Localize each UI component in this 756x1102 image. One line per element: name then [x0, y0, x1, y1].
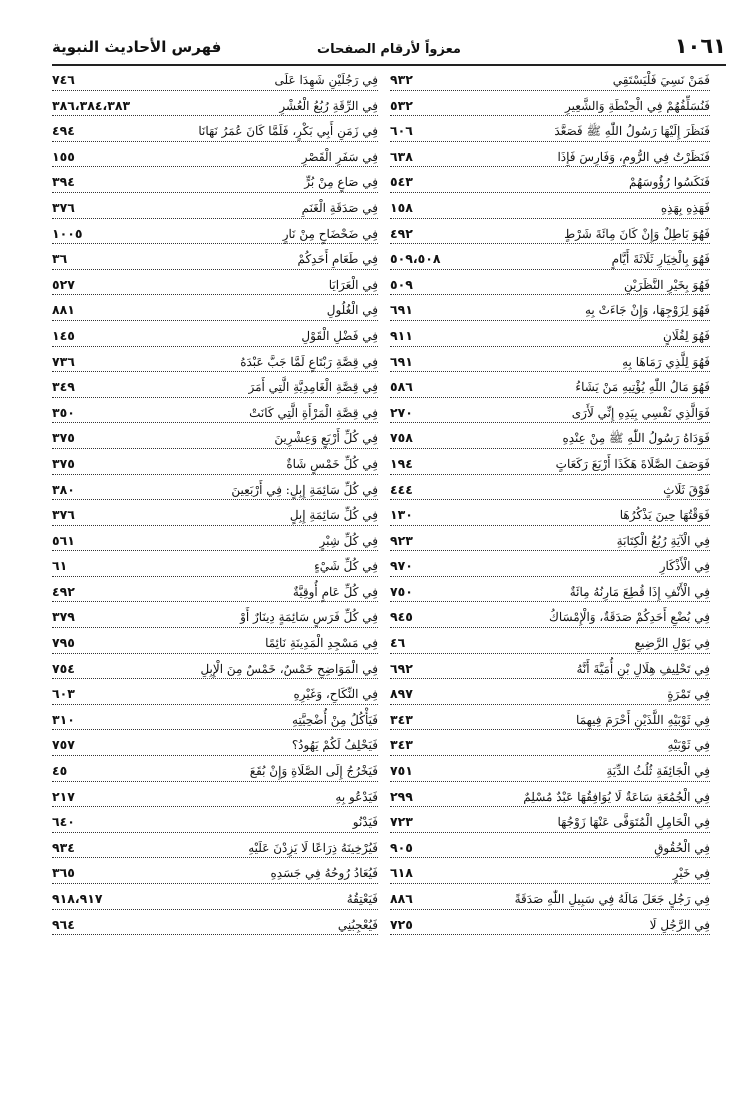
hadith-text: فَوَالَّذِي نَفْسِي بِيَدِهِ إِنِّي لَأَرَى	[571, 405, 710, 420]
index-entry	[52, 405, 378, 431]
hadith-text: فِي رَجُلَيْنِ شَهِدَا عَلَى	[274, 73, 378, 87]
index-entry	[390, 661, 710, 687]
index-entry	[52, 840, 378, 866]
hadith-text: فِي بُضْعِ أَحَدِكُمْ صَدَقَةٌ، وَالْإِمْسَاكُ	[548, 610, 710, 625]
index-entry	[390, 763, 710, 789]
leader-dots	[390, 576, 710, 577]
leader-dots	[390, 832, 710, 833]
page-reference: ٤٩٤	[52, 123, 75, 139]
index-entry	[52, 635, 378, 661]
right-column	[390, 72, 710, 942]
index-entry	[52, 430, 378, 456]
page-reference: ٩٦٤	[52, 916, 75, 932]
index-entry	[390, 226, 710, 252]
leader-dots	[390, 550, 710, 551]
hadith-text: فِي الْأَنْفِ إِذَا قُطِعَ مَارِنُهُ مِائَةٌ	[569, 584, 710, 599]
hadith-text: فِي خَيْرٍ	[672, 866, 710, 881]
leader-dots	[390, 729, 710, 730]
page-reference: ٦١	[52, 558, 68, 574]
leader-dots	[52, 729, 378, 730]
page-reference: ٣٨٦،٣٨٤،٣٨٣	[52, 97, 131, 113]
hadith-text: فَهُوَ بِالْخِيَارِ ثَلَاثَةَ أَيَّامٍ	[611, 252, 710, 267]
hadith-text: فِي الْجَائِفَةِ ثُلُثُ الدِّيَةِ	[606, 764, 710, 779]
hadith-text: فِي كُلِّ شِبْرٍ	[319, 533, 378, 548]
index-entry	[390, 200, 710, 226]
page-reference: ٦٩٢	[390, 660, 413, 676]
index-entry	[390, 737, 710, 763]
page-reference: ٩٣٤	[52, 839, 75, 855]
hadith-text: فَهُوَ بِخَيْرِ النَّظَرَيْنِ	[624, 277, 710, 292]
hadith-text: فَنَظَرَ إِلَيْهَا رَسُولُ اللّٰهِ ﷺ فَصَعَّدَ	[552, 124, 710, 141]
hadith-text: فِي الْجُمُعَةِ سَاعَةٌ لَا يُوَافِقُهَا عَبْدٌ مُسْلِمٌ	[523, 789, 710, 804]
page-reference: ٧٥١	[390, 763, 413, 779]
hadith-text: فَهُوَ مَالُ اللّٰهِ يُؤْتِيهِ مَنْ يَشَاءُ	[575, 380, 710, 395]
leader-dots	[52, 166, 378, 167]
page-reference: ٣٦	[52, 251, 68, 267]
leader-dots	[390, 909, 710, 910]
hadith-text: فِي النِّكَاحِ، وَغَيْرِهِ	[293, 687, 378, 702]
page-reference: ٥٠٩	[390, 276, 413, 292]
leader-dots	[52, 550, 378, 551]
index-entry	[390, 72, 710, 98]
leader-dots	[390, 320, 710, 321]
index-entry	[52, 865, 378, 891]
leader-dots	[52, 294, 378, 295]
leader-dots	[52, 346, 378, 347]
index-entry	[52, 584, 378, 610]
hadith-text: فِي رَجُلٍ جَعَلَ مَالَهُ فِي سَبِيلِ اللّٰهِ صَدَقَةً	[514, 892, 710, 906]
leader-dots	[52, 909, 378, 910]
index-entry	[52, 712, 378, 738]
index-entry	[52, 328, 378, 354]
index-entry	[52, 302, 378, 328]
hadith-text: فَوَقْتُهَا حِينَ يَذْكُرُهَا	[619, 508, 710, 523]
page-reference: ٧٤٦	[52, 72, 75, 87]
leader-dots	[390, 653, 710, 654]
page-reference: ١٣٠	[390, 507, 413, 523]
leader-dots	[390, 627, 710, 628]
page-reference: ٧٩٥	[52, 635, 75, 651]
leader-dots	[52, 781, 378, 782]
hadith-text: فِي الْعَرَايَا	[328, 277, 378, 292]
page-reference: ٥٤٣	[390, 174, 413, 190]
hadith-text: فَوَدَاهُ رَسُولُ اللّٰهِ ﷺ مِنْ عِنْدِهِ	[560, 431, 710, 448]
hadith-text: فَهَذِهِ بِهَذِهِ	[660, 200, 710, 215]
leader-dots	[52, 474, 378, 475]
page-reference: ٣٤٩	[52, 379, 75, 395]
hadith-text: فَيَحْلِفُ لَكُمْ يَهُودُ؟	[291, 738, 378, 753]
index-entry	[52, 72, 378, 98]
index-entry	[52, 123, 378, 149]
index-entry	[390, 712, 710, 738]
leader-dots	[52, 141, 378, 142]
hadith-text: فَيَعْتِقُهُ	[346, 892, 378, 906]
hadith-text: فَوْقَ ثَلَاثٍ	[663, 482, 710, 497]
page-reference: ٥٨٦	[390, 379, 413, 395]
index-entry	[52, 251, 378, 277]
page-reference: ٧٣٦	[52, 353, 75, 369]
index-entry	[390, 558, 710, 584]
leader-dots	[52, 422, 378, 423]
index-entry	[52, 917, 378, 943]
leader-dots	[52, 269, 378, 270]
page-reference: ٣٨٠	[52, 481, 75, 497]
page-reference: ٧٢٥	[390, 916, 413, 932]
index-entry	[390, 917, 710, 943]
index-entry	[390, 814, 710, 840]
hadith-text: فَهُوَ لِفُلَانٍ	[663, 328, 710, 343]
leader-dots	[52, 601, 378, 602]
index-entry	[390, 789, 710, 815]
page-reference: ٤٩٢	[52, 583, 75, 599]
hadith-text: فِي ضَحْضَاحٍ مِنْ نَارٍ	[282, 226, 378, 241]
index-entry	[390, 507, 710, 533]
page-number: ١٠٦١	[674, 34, 726, 58]
page-reference: ٤٦	[390, 635, 406, 651]
page-reference: ٤٤٤	[390, 481, 413, 497]
hadith-text: فِي مَسْجِدِ الْمَدِينَةِ نَائِمًا	[265, 636, 378, 651]
hadith-text: فِي الْمَوَاضِحِ خَمْسٌ، خَمْسٌ مِنَ الْإِبِلِ	[200, 661, 378, 676]
leader-dots	[52, 192, 378, 193]
hadith-text: فِي الرِّقَةِ رُبُعُ الْعُشْرِ	[279, 98, 378, 113]
page-reference: ١٠٠٥	[52, 225, 83, 241]
page-reference: ٣٧٩	[52, 609, 75, 625]
page-reference: ٧٢٣	[390, 814, 413, 830]
hadith-text: فِي ثَوْبَيْهِ	[667, 738, 710, 753]
page-reference: ٦٤٠	[52, 814, 75, 830]
index-entry	[52, 354, 378, 380]
leader-dots	[52, 704, 378, 705]
page-reference: ١٤٥	[52, 327, 75, 343]
page-reference: ٣٧٦	[52, 507, 75, 523]
page-reference: ٣٦٥	[52, 865, 75, 881]
leader-dots	[52, 115, 378, 116]
index-entry	[52, 558, 378, 584]
index-entry	[52, 456, 378, 482]
index-entry	[390, 98, 710, 124]
page-header	[52, 34, 726, 66]
page-reference: ٣٧٥	[52, 455, 75, 471]
hadith-text: فِي فَضْلِ الْقَوْلِ	[301, 328, 378, 343]
index-entry	[52, 482, 378, 508]
page-reference: ٣٩٤	[52, 174, 75, 190]
index-entry	[52, 507, 378, 533]
page-reference: ٦٠٦	[390, 123, 413, 139]
leader-dots	[390, 601, 710, 602]
leader-dots	[52, 243, 378, 244]
leader-dots	[390, 243, 710, 244]
leader-dots	[52, 857, 378, 858]
index-entry	[390, 328, 710, 354]
leader-dots	[52, 883, 378, 884]
leader-dots	[52, 576, 378, 577]
hadith-text: فِي قِصَّةِ رَبْتَاعٍ لَمَّا جَبَّ عَبْدَهُ	[240, 354, 378, 369]
page-reference: ٨٨١	[52, 302, 75, 318]
index-entry	[390, 533, 710, 559]
page-reference: ٩٢٣	[390, 532, 413, 548]
page-reference: ٧٥٠	[390, 583, 413, 599]
hadith-text: فِي صَدَقَةِ الْغَنَمِ	[301, 200, 378, 215]
leader-dots	[390, 422, 710, 423]
leader-dots	[52, 653, 378, 654]
page-reference: ٢٧٠	[390, 404, 413, 420]
page-reference: ٩٣٢	[390, 72, 413, 87]
leader-dots	[52, 218, 378, 219]
index-entry	[52, 661, 378, 687]
index-entry	[390, 430, 710, 456]
leader-dots	[390, 755, 710, 756]
leader-dots	[52, 320, 378, 321]
page-reference: ٣٤٣	[390, 737, 413, 753]
leader-dots	[390, 704, 710, 705]
leader-dots	[390, 192, 710, 193]
hadith-text: فِي ثَوْبَيْهِ اللَّذَيْنِ أَحْرَمَ فِيهِمَا	[576, 712, 710, 727]
index-entry	[390, 635, 710, 661]
page-reference: ٥٦١	[52, 532, 75, 548]
index-entry	[52, 277, 378, 303]
index-entry	[390, 456, 710, 482]
page-reference: ٢٩٩	[390, 788, 413, 804]
index-entry	[52, 686, 378, 712]
index-entry	[52, 379, 378, 405]
leader-dots	[390, 397, 710, 398]
page-reference: ٥٢٧	[52, 276, 75, 292]
page-reference: ٧٥٨	[390, 430, 413, 446]
index-entry	[52, 891, 378, 917]
leader-dots	[390, 294, 710, 295]
hadith-text: فَيُرْخِينَهُ ذِرَاعًا لَا يَزِدْنَ عَلَيْهِ	[248, 840, 378, 855]
page-reference: ٥٣٢	[390, 97, 413, 113]
page-title: فهرس الأحاديث النبوية	[52, 38, 222, 56]
page-reference: ٨٨٦	[390, 891, 413, 906]
hadith-text: فَيُعْجِبُنِي	[337, 917, 378, 932]
index-entry	[390, 251, 710, 277]
leader-dots	[52, 627, 378, 628]
page-reference: ٣١٠	[52, 711, 75, 727]
hadith-text: فِي الْآيَةِ رُبُعُ الْكِتَابَةِ	[616, 533, 710, 548]
index-entry	[52, 737, 378, 763]
page-reference: ٧٥٧	[52, 737, 75, 753]
hadith-text: فَيَخْرُجُ إِلَى الصَّلَاةِ وَإِنْ بُقَعَ	[249, 764, 378, 779]
index-entry	[390, 379, 710, 405]
leader-dots	[52, 90, 378, 91]
leader-dots	[390, 806, 710, 807]
hadith-text: فِي كُلِّ خَمْسٍ شَاةٌ	[286, 456, 378, 471]
index-entry	[390, 865, 710, 891]
page-reference: ١٩٤	[390, 455, 413, 471]
leader-dots	[52, 678, 378, 679]
hadith-text: فِي كُلِّ سَائِمَةِ إِبِلٍ	[289, 508, 378, 523]
page-reference: ١٥٨	[390, 199, 413, 215]
leader-dots	[390, 218, 710, 219]
index-entry	[52, 763, 378, 789]
hadith-text: فَيَدْعُو بِهِ	[335, 789, 378, 804]
page-reference: ٥٠٩،٥٠٨	[390, 251, 441, 267]
hadith-text: فِي كُلِّ شَيْءٍ	[314, 559, 378, 574]
hadith-text: فَهُوَ لِلَّذِي رَمَاهَا بِهِ	[622, 354, 710, 369]
leader-dots	[390, 346, 710, 347]
index-entry	[390, 609, 710, 635]
page-reference: ٦٩١	[390, 302, 413, 318]
hadith-text: فَمَنْ نَسِيَ فَلْيَسْتَقِي	[612, 73, 710, 87]
leader-dots	[52, 832, 378, 833]
page-reference: ٦١٨	[390, 865, 413, 881]
leader-dots	[390, 499, 710, 500]
hadith-text: فِي كُلِّ عَامٍ أُوقِيَّةٌ	[292, 584, 378, 599]
leader-dots	[390, 90, 710, 91]
leader-dots	[390, 883, 710, 884]
hadith-text: فِي الرَّجُلِ لَا	[649, 917, 710, 932]
hadith-text: فِي كُلِّ أَرْبَعٍ وَعِشْرِينَ	[274, 431, 378, 446]
hadith-text: فِي تَحْلِيفِ هِلَالِ بْنِ أُمَيَّةَ أَنَّهُ	[576, 661, 710, 676]
leader-dots	[390, 474, 710, 475]
leader-dots	[390, 115, 710, 116]
leader-dots	[390, 166, 710, 167]
hadith-text: فَهُوَ بَاطِلٌ وَإِنْ كَانَ مِائَةَ شَرْطٍ	[564, 226, 710, 241]
index-entry	[52, 149, 378, 175]
hadith-text: فَوَصَفَ الصَّلَاةَ هَكَذَا أَرْبَعَ رَكَعَاتٍ	[555, 456, 710, 471]
index-entry	[390, 302, 710, 328]
page-reference: ١٥٥	[52, 148, 75, 164]
hadith-text: فَنَظَرْتُ فِي الرُّومِ، وَفَارِسَ فَإِذَا	[557, 149, 710, 164]
hadith-text: فَيُعَادُ رُوحُهُ فِي جَسَدِهِ	[270, 866, 378, 881]
page-reference: ٨٩٧	[390, 686, 413, 702]
page-reference: ٦٠٣	[52, 686, 75, 702]
hadith-text: فِي كُلِّ فَرَسٍ سَائِمَةٍ دِينَارٌ أَوْ	[240, 610, 378, 625]
index-entry	[52, 98, 378, 124]
index-entry	[390, 277, 710, 303]
page-reference: ٩٧٠	[390, 558, 413, 574]
hadith-text: فِي صَاعٍ مِنْ بُرٍّ	[304, 175, 378, 190]
index-entry	[390, 174, 710, 200]
page-reference: ٢١٧	[52, 788, 75, 804]
index-entry	[390, 123, 710, 149]
index-entry	[390, 686, 710, 712]
index-entry	[390, 405, 710, 431]
leader-dots	[390, 781, 710, 782]
leader-dots	[52, 755, 378, 756]
page-reference: ٩٤٥	[390, 609, 413, 625]
index-entry	[390, 482, 710, 508]
page-reference: ٩٠٥	[390, 839, 413, 855]
index-entry	[52, 789, 378, 815]
hadith-text: فِي قِصَّةِ الْمَرْأَةِ الَّتِي كَانَتْ	[249, 405, 378, 420]
leader-dots	[52, 448, 378, 449]
hadith-text: فِي الْأَذْكَارِ	[659, 559, 710, 574]
leader-dots	[390, 934, 710, 935]
index-entry	[52, 226, 378, 252]
leader-dots	[390, 857, 710, 858]
index-entry	[52, 814, 378, 840]
page-subtitle: معزواً لأرقام الصفحات	[317, 42, 461, 57]
page-reference: ٤٩٢	[390, 225, 413, 241]
hadith-text: فِي بَوْلِ الرَّضِيعِ	[634, 636, 710, 651]
hadith-text: فِي سَفَرِ الْقَصْرِ	[301, 149, 378, 164]
leader-dots	[390, 269, 710, 270]
page-reference: ٣٤٣	[390, 711, 413, 727]
page-reference: ٦٩١	[390, 353, 413, 369]
hadith-text: فَنُسَلِّفُهُمْ فِي الْحِنْطَةِ وَالشَّعِيرِ	[565, 98, 710, 113]
hadith-text: فَهُوَ لِزَوْجِهَا، وَإِنْ جَاءَتْ بِهِ	[584, 303, 710, 318]
leader-dots	[52, 371, 378, 372]
hadith-text: فِي كُلِّ سَائِمَةِ إِبِلٍ: فِي أَرْبَعِينَ	[231, 482, 378, 497]
page-reference: ٤٥	[52, 763, 68, 779]
index-entry	[52, 609, 378, 635]
index-entry	[52, 533, 378, 559]
index-entry	[390, 891, 710, 917]
page-reference: ٣٧٥	[52, 430, 75, 446]
leader-dots	[52, 806, 378, 807]
left-column	[52, 72, 378, 942]
hadith-text: فَنَكَسُوا رُؤُوسَهُمْ	[629, 175, 710, 190]
page-reference: ٩١١	[390, 327, 413, 343]
leader-dots	[52, 397, 378, 398]
index-entry	[390, 584, 710, 610]
hadith-text: فِي طَعَامِ أَحَدِكُمْ	[297, 252, 378, 267]
hadith-text: فِي زَمَنِ أَبِي بَكْرٍ، فَلَمَّا كَانَ عُمَرُ نَهَانَا	[198, 124, 378, 139]
hadith-text: فِي الْغُلُولِ	[326, 303, 378, 318]
leader-dots	[52, 499, 378, 500]
hadith-text: فِي تَمْرَةٍ	[667, 687, 710, 702]
hadith-text: فِي الْحُقُوقِ	[654, 840, 710, 855]
index-entry	[52, 174, 378, 200]
page-reference: ٧٥٤	[52, 660, 75, 676]
hadith-text: فَيَدْنُو	[352, 815, 378, 830]
page-reference: ٣٥٠	[52, 404, 75, 420]
hadith-text: فِي قِصَّةِ الْغَامِدِيَّةِ الَّتِي أَمَرَ	[248, 380, 378, 395]
leader-dots	[52, 934, 378, 935]
page-reference: ٣٧٦	[52, 199, 75, 215]
hadith-text: فَيَأْكُلُ مِنْ أُضْحِيَّتِهِ	[292, 712, 378, 727]
index-entry	[52, 200, 378, 226]
page-reference: ٦٣٨	[390, 148, 413, 164]
index-entry	[390, 840, 710, 866]
leader-dots	[52, 525, 378, 526]
leader-dots	[390, 525, 710, 526]
page-reference: ٩١٨،٩١٧	[52, 891, 103, 906]
leader-dots	[390, 678, 710, 679]
index-entry	[390, 149, 710, 175]
hadith-text: فِي الْحَامِلِ الْمُتَوَفَّى عَنْهَا زَوْجُهَا	[557, 815, 710, 830]
leader-dots	[390, 371, 710, 372]
index-entry	[390, 354, 710, 380]
